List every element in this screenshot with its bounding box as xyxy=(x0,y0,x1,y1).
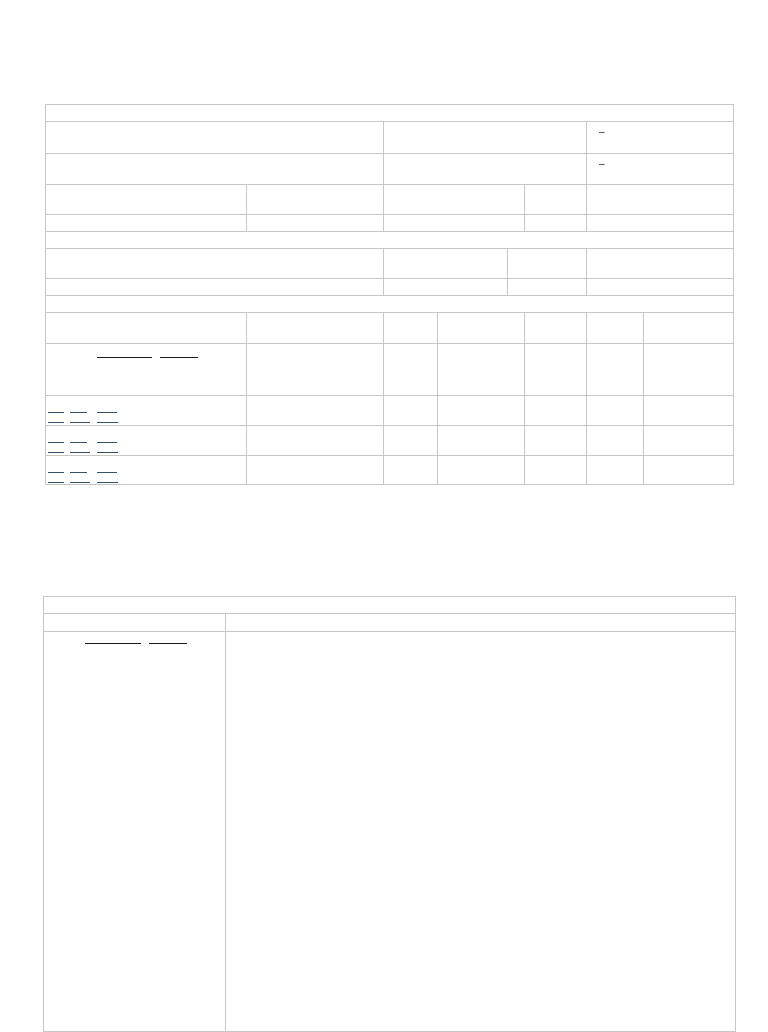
table-cell xyxy=(525,456,587,485)
table-cell xyxy=(438,344,525,396)
detail-header xyxy=(44,597,736,614)
table-cell xyxy=(587,426,644,456)
record-field-cell xyxy=(587,185,734,215)
record-field-cell xyxy=(508,249,587,279)
table-cell xyxy=(587,344,644,396)
table-cell xyxy=(438,396,525,426)
table-cell xyxy=(247,426,384,456)
link-underline[interactable] xyxy=(97,357,152,358)
record-field-cell xyxy=(46,249,384,279)
record-field-cell xyxy=(384,154,587,185)
table-cell xyxy=(525,426,587,456)
table-cell xyxy=(384,344,438,396)
detail-content-cell xyxy=(226,632,736,1032)
detail-value-header xyxy=(226,614,736,632)
record-header xyxy=(46,105,734,122)
section-header xyxy=(46,296,734,313)
table-cell xyxy=(525,396,587,426)
table-cell xyxy=(587,396,644,426)
record-value-cell xyxy=(587,215,734,232)
table-row-stub-links[interactable] xyxy=(46,456,247,485)
record-value-cell xyxy=(508,279,587,296)
dash-marker: – xyxy=(599,159,605,170)
table-cell xyxy=(525,344,587,396)
link-underline[interactable] xyxy=(160,357,198,358)
table-cell xyxy=(438,456,525,485)
record-table xyxy=(45,104,734,485)
table-cell xyxy=(384,456,438,485)
table-cell xyxy=(644,344,734,396)
record-field-cell xyxy=(46,185,247,215)
record-value-cell xyxy=(46,279,384,296)
record-field-cell xyxy=(247,185,384,215)
table-cell xyxy=(644,456,734,485)
record-field-cell xyxy=(525,185,587,215)
table-cell xyxy=(384,426,438,456)
table-cell xyxy=(384,396,438,426)
table-cell xyxy=(247,396,384,426)
link-underline[interactable] xyxy=(85,643,141,644)
table-row-stub-links[interactable] xyxy=(46,426,247,456)
record-field-cell xyxy=(46,154,384,185)
table-row-link-cell[interactable] xyxy=(46,344,247,396)
table-cell xyxy=(438,426,525,456)
record-field-cell xyxy=(46,122,384,154)
detail-label-header xyxy=(44,614,226,632)
record-value-cell xyxy=(384,215,525,232)
record-field-cell xyxy=(384,249,508,279)
column-header xyxy=(384,313,438,344)
record-field-cell xyxy=(384,185,525,215)
column-header xyxy=(438,313,525,344)
record-field-cell xyxy=(384,122,587,154)
detail-link-cell[interactable] xyxy=(44,632,226,1032)
table-cell xyxy=(644,396,734,426)
record-value-cell xyxy=(247,215,384,232)
detail-table xyxy=(43,596,736,1032)
record-value-cell xyxy=(384,279,508,296)
column-header xyxy=(46,313,247,344)
record-value-cell xyxy=(46,215,247,232)
table-cell xyxy=(644,426,734,456)
record-value-cell xyxy=(587,279,734,296)
column-header xyxy=(644,313,734,344)
record-field-cell xyxy=(587,122,734,154)
link-underline[interactable] xyxy=(149,643,187,644)
table-row-stub-links[interactable] xyxy=(46,396,247,426)
record-field-cell xyxy=(587,249,734,279)
column-header xyxy=(525,313,587,344)
dash-marker: – xyxy=(599,127,605,138)
record-field-cell xyxy=(587,154,734,185)
table-cell xyxy=(587,456,644,485)
table-cell xyxy=(247,344,384,396)
table-cell xyxy=(247,456,384,485)
record-value-cell xyxy=(525,215,587,232)
column-header xyxy=(587,313,644,344)
column-header xyxy=(247,313,384,344)
section-header xyxy=(46,232,734,249)
